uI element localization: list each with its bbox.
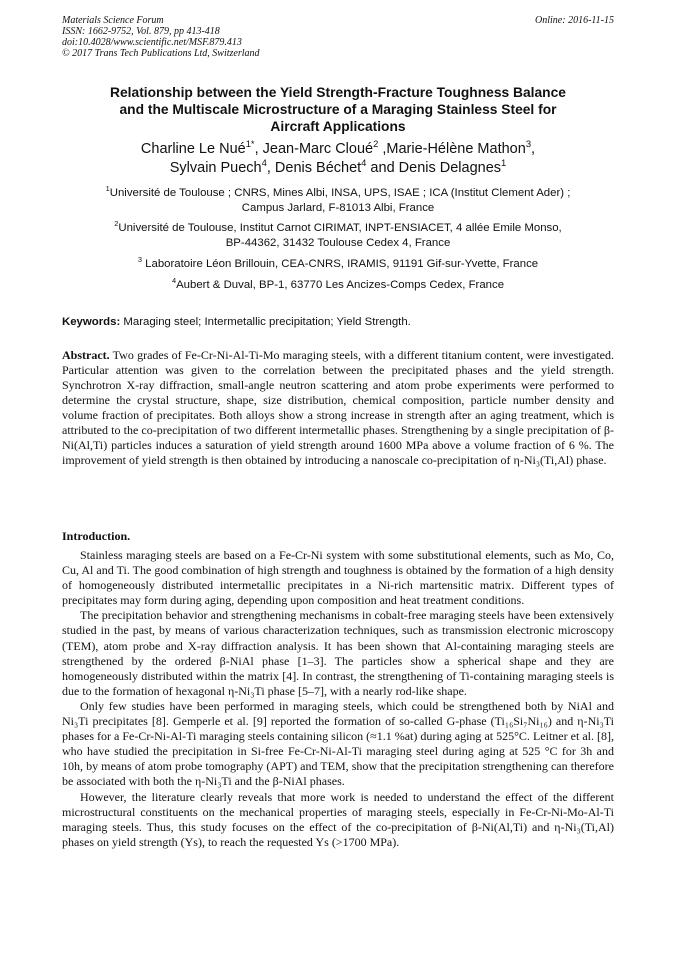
affiliation-line [62,221,614,236]
affiliation-2 [62,221,614,251]
introduction-body [62,548,614,850]
affiliation-line: BP-44362, 31432 Toulouse Cedex 4, France [225,237,451,249]
journal-header [62,15,260,59]
affil-text: Université de Toulouse ; CNRS, Mines Albi, INSA, UPS, ISAE ; ICA (Institut Clement Ader) ; [109,187,571,199]
paragraph: Stainless maraging steels are based on a Fe-Cr-Ni system with some substitutional elements, such as Mo, Co, Cu, Al and Ti. The good combination of high strength and toughness is obtained by the formation of a high density of homogeneously distributed intermetallic precipitates in a Ni-rich martensitic matrix. Different types of precipitates may form during aging, depending upon composition and heat treatment conditions. [62,548,614,608]
author-affil-marker: 4 [361,157,367,169]
author-name: Charline Le Nué [140,141,246,157]
affil-marker: 4 [171,276,177,286]
affil-text: Université de Toulouse, Institut Carnot CIRIMAT, INPT-ENSIACET, 4 allée Emile Monso, [118,222,562,234]
abstract-text: Two grades of Fe-Cr-Ni-Al-Ti-Mo maraging steels, with a different titanium content, were investigated. Particular attention was given to the correlation between the precipitated phases and the yield strength. Synchrotron X-ray diffraction, small-angle neutron scattering and atom probe experiments were performed to determine the crystal structure, shape, size distribution, chemical composition, particle number density and volume fraction of precipitates. Both alloys show a strong increase in strength after an aging treatment, which is attributed to the co-precipitation of two different intermetallic phases. Strengthening by a single precipitation of β-Ni(Al,Ti) particles induces a saturation of yield strength around 1600 MPa above a volume fraction of 6 %. The improvement of yield strength is then obtained by introducing a nanoscale co-precipitation of η-Ni₃(Ti,Al) phase. [62,348,614,467]
author-affil-marker: 1* [245,138,255,150]
author-name: , Denis Béchet [266,160,362,176]
abstract [62,348,614,468]
journal-name: Materials Science Forum [62,15,164,26]
author-affil-marker: 2 [373,138,379,150]
paragraph: The precipitation behavior and strengthening mechanisms in cobalt-free maraging steels have been extensively studied in the past, by means of various characterization techniques, such as transmission electronic microscopy (TEM), atom probe and X-ray diffraction analysis. It has been shown that Al-containing maraging steels are strengthened by the ordered β-NiAl phase [1–3]. The particles show a spherical shape and they are homogeneously distributed within the matrix [4]. In contrast, the strengthening of Ti-containing maraging steels is due to the formation of hexagonal η-Ni₃Ti phase [5–7], with a nearly rod-like shape. [62,608,614,698]
paragraph: Only few studies have been performed in maraging steels, which could be strengthened both by NiAl and Ni₃Ti precipitates [8]. Gemperle et al. [9] reported the formation of so-called G-phase (Ti₁₆Si₇Ni₁₆) and η-Ni₃Ti phases for a Fe-Cr-Ni-Al-Ti maraging steels containing silicon (≈1.1 %at) during aging at 525°C. Leitner et al. [8], who have studied the precipitation in Si-free Fe-Cr-Ni-Al-Ti maraging steel during aging at 525 °C for 3h and 10h, by means of atom probe tomography (APT) and TEM, show that the precipitation strengthening can therefore be associated with both the η-Ni₃Ti and the β-NiAl phases. [62,698,614,789]
author-name: Sylvain Puech [169,160,262,176]
author-name: and Denis Delagnes [366,160,502,176]
title-line: Relationship between the Yield Strength-Fracture Toughness Balance [110,85,566,100]
keywords-label: Keywords: [62,316,121,328]
paragraph: However, the literature clearly reveals that more work is needed to understand the effect of the different microstructural constituents on the mechanical properties of maraging steels, especially in Fe-Cr-Ni-Mo-Al-Ti maraging steels. Thus, this study focuses on the effect of the co-precipitation of β-Ni(Al,Ti) and η-Ni₃(Ti,Al) phases on yield strength (Ys), to reach the requested Ys (>1700 MPa). [62,789,614,849]
affil-marker: 3 [137,255,142,265]
affiliation-line [62,278,614,293]
author-affil-marker: 3 [525,138,532,150]
copyright-line: © 2017 Trans Tech Publications Ltd, Switzerland [62,48,260,59]
author-affil-marker: 4 [261,157,267,169]
author-line [62,159,614,178]
affiliation-4 [62,278,614,293]
affiliation-line [62,186,614,201]
author-name: , Jean-Marc Cloué [254,141,374,157]
keywords-text: Maraging steel; Intermetallic precipitation; Yield Strength. [120,316,411,328]
author-separator: , [531,141,536,157]
affil-text: Aubert & Duval, BP-1, 63770 Les Ancizes-Comps Cedex, France [176,279,505,291]
author-line [62,140,614,159]
author-name: ,Marie-Hélène Mathon [378,141,526,157]
affil-text: Laboratoire Léon Brillouin, CEA-CNRS, IRAMIS, 91191 Gif-sur-Yvette, France [142,258,539,270]
abstract-label: Abstract. [62,348,110,362]
keywords [62,315,614,329]
paper-title [62,84,614,135]
issn-line: ISSN: 1662-9752, Vol. 879, pp 413-418 [62,26,220,37]
author-list [62,140,614,178]
section-heading-introduction: Introduction. [62,529,131,543]
title-line: Aircraft Applications [270,119,406,134]
affiliation-line [62,257,614,272]
affiliation-1 [62,186,614,216]
title-line: and the Multiscale Microstructure of a Maraging Stainless Steel for [119,102,557,117]
doi-line: doi:10.4028/www.scientific.net/MSF.879.413 [62,37,242,48]
affiliation-3 [62,257,614,272]
affil-marker: 2 [114,219,119,229]
online-date: Online: 2016-11-15 [535,15,614,26]
author-affil-marker: 1 [501,157,507,169]
affiliation-line: Campus Jarlard, F-81013 Albi, France [241,202,435,214]
affil-marker: 1 [105,184,110,194]
